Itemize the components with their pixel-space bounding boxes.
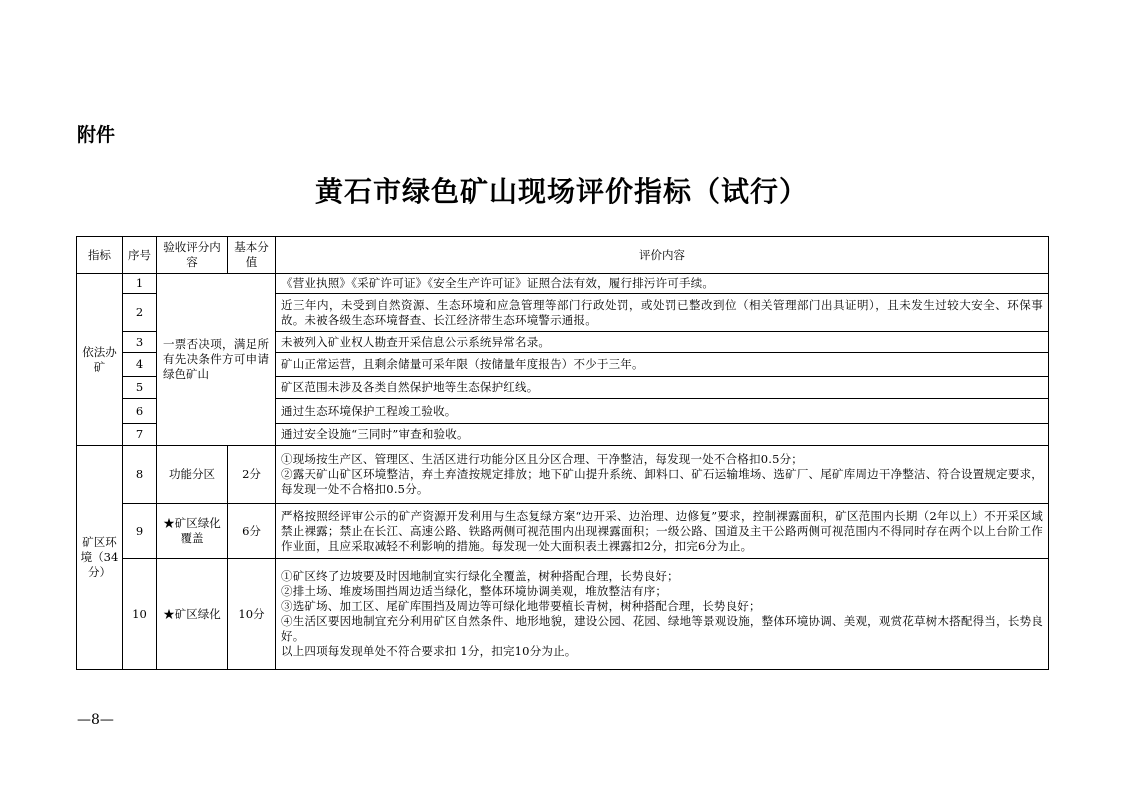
row-content: 未被列入矿业权人勘查开采信息公示系统异常名录。	[276, 332, 1049, 353]
row-score: 6分	[228, 504, 276, 559]
row-criteria: ★矿区绿化覆盖	[157, 504, 228, 559]
row-criteria: ★矿区绿化	[157, 559, 228, 670]
row-seq: 8	[123, 446, 157, 504]
criteria-legal: 一票否决项，满足所有先决条件方可申请绿色矿山	[157, 274, 276, 446]
content-line: ①现场按生产区、管理区、生活区进行功能分区且分区合理、干净整洁，每发现一处不合格扣0.5分；	[281, 452, 803, 466]
table-row	[77, 274, 1049, 294]
evaluation-table	[76, 236, 1049, 670]
content-line: ②露天矿山矿区环境整洁，弃土弃渣按规定排放；地下矿山提升系统、卸料口、矿石运输堆场、选矿厂、尾矿库周边干净整洁、符合设置规定要求，每发现一处不合格扣0.5分。	[281, 467, 1043, 496]
header-content: 评价内容	[276, 237, 1049, 274]
row-content: 通过安全设施“三同时”审查和验收。	[276, 424, 1049, 446]
row-score: 10分	[228, 559, 276, 670]
row-seq: 1	[123, 274, 157, 294]
content-line: ③选矿场、加工区、尾矿库围挡及周边等可绿化地带要植长青树，树种搭配合理，长势良好；	[281, 599, 761, 613]
row-content: 矿山正常运营，且剩余储量可采年限（按储量年度报告）不少于三年。	[276, 353, 1049, 377]
table-header-row	[77, 237, 1049, 274]
row-seq: 10	[123, 559, 157, 670]
row-content: 近三年内，未受到自然资源、生态环境和应急管理等部门行政处罚，或处罚已整改到位（相关管理部门出具证明），且未发生过较大安全、环保事故。未被各级生态环境督查、长江经济带生态环境警示通报。	[276, 294, 1049, 332]
row-content: 通过生态环境保护工程竣工验收。	[276, 399, 1049, 424]
document-title: 黄石市绿色矿山现场评价指标（试行）	[314, 175, 808, 208]
header-seq: 序号	[123, 237, 157, 274]
annex-label: 附件	[77, 124, 116, 146]
row-seq: 4	[123, 353, 157, 377]
content-line: 以上四项每发现单处不符合要求扣 1分，扣完10分为止。	[281, 644, 577, 658]
header-base-score: 基本分值	[228, 237, 276, 274]
table-row	[77, 446, 1049, 504]
table-row	[77, 504, 1049, 559]
row-content	[276, 446, 1049, 504]
header-indicator: 指标	[77, 237, 123, 274]
row-criteria: 功能分区	[157, 446, 228, 504]
indicator-env: 矿区环境（34分）	[77, 446, 123, 670]
row-content	[276, 559, 1049, 670]
row-content: 《营业执照》《采矿许可证》《安全生产许可证》证照合法有效，履行排污许可手续。	[276, 274, 1049, 294]
row-seq: 9	[123, 504, 157, 559]
content-line: ④生活区要因地制宜充分利用矿区自然条件、地形地貌，建设公园、花园、绿地等景观设施，整体环境协调、美观，观赏花草树木搭配得当，长势良好。	[281, 614, 1043, 643]
row-seq: 3	[123, 332, 157, 353]
row-seq: 2	[123, 294, 157, 332]
row-content: 矿区范围未涉及各类自然保护地等生态保护红线。	[276, 377, 1049, 399]
row-seq: 5	[123, 377, 157, 399]
header-criteria: 验收评分内容	[157, 237, 228, 274]
row-seq: 7	[123, 424, 157, 446]
row-score: 2分	[228, 446, 276, 504]
content-line: ①矿区终了边坡要及时因地制宜实行绿化全覆盖，树种搭配合理，长势良好；	[281, 569, 679, 583]
table-row	[77, 559, 1049, 670]
row-seq: 6	[123, 399, 157, 424]
page-number: —8—	[77, 712, 114, 728]
content-line: ②排土场、堆废场围挡周边适当绿化，整体环境协调美观，堆放整洁有序；	[281, 584, 668, 598]
indicator-legal: 依法办矿	[77, 274, 123, 446]
row-content: 严格按照经评审公示的矿产资源开发利用与生态复绿方案“边开采、边治理、边修复”要求，控制裸露面积，矿区范围内长期（2年以上）不开采区域禁止裸露；禁止在长江、高速公路、铁路两侧可视范围内出现裸露面积；一级公路、国道及主干公路两侧可视范围内不得同时存在两个以上台阶工作作业面，且应采取减轻不利影响的措施。每发现一处大面积表土裸露扣2分，扣完6分为止。	[276, 504, 1049, 559]
